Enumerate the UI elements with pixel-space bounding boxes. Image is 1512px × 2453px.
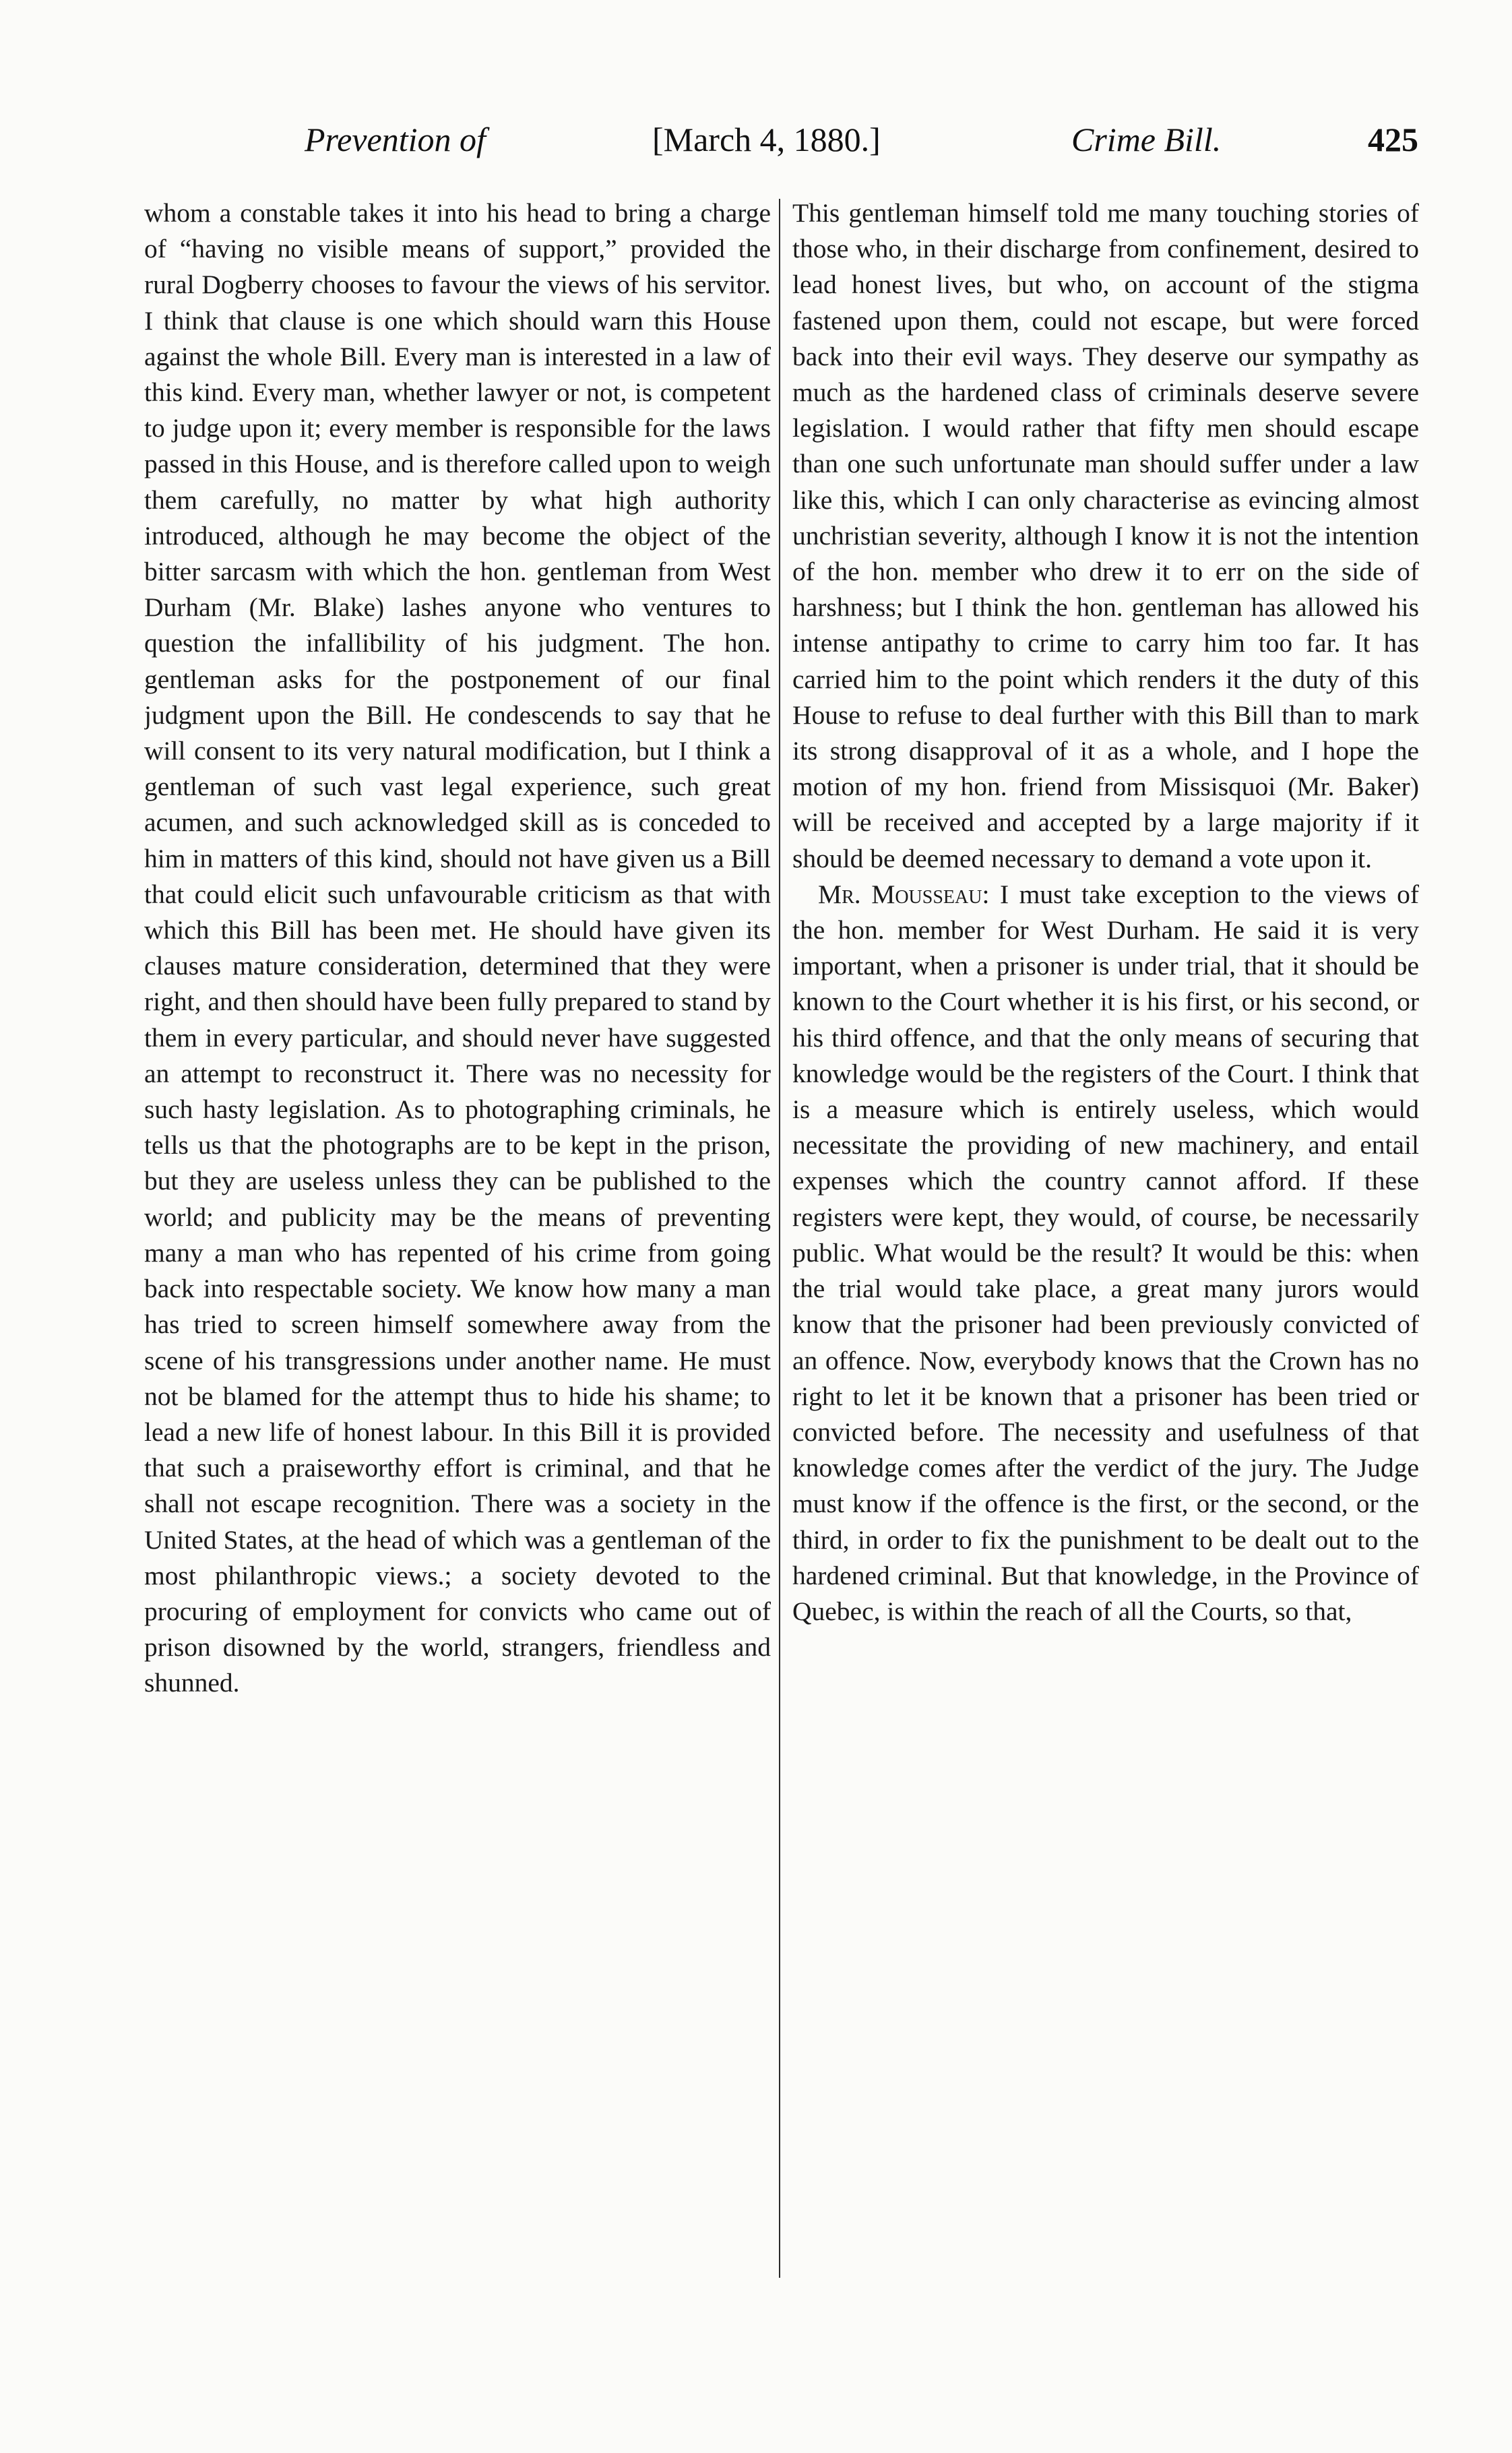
left-column-paragraph: whom a constable takes it into his head to bring a charge of “having no visible means of support,” provided the rural Dogberry chooses to favour the views of his servitor. I think that clause is one which should warn this House against the whole Bill. Every man is interested in a law of this kind. Every man, whether lawyer or not, is competent to judge upon it; every member is responsible for the laws passed in this House, and is therefore called upon to weigh them carefully, no matter by what high authority introduced, although he may become the object of the bitter sarcasm with which the hon. gentleman from West Durham (Mr. Blake) lashes anyone who ventures to question the infallibility of his judgment. The hon. gentleman asks for the postponement of our final judgment upon the Bill. He condescends to say that he will consent to its very natural modification, but I think a gentleman of such vast legal experience, such great acumen, and such acknowledged skill as is conceded to him in matters of this kind, should not have given us a Bill that could elicit such unfavourable criticism as that with which this Bill has been met. He should have given its clauses mature consideration, determined that they were right, and then should have been fully prepared to stand by them in every particular, and should never have suggested an attempt to reconstruct it. There was no necessity for such hasty legislation. As to photographing criminals, he tells us that the photographs are to be kept in the prison, but they are useless unless they can be published to the world; and publicity may be the means of preventing many a man who has repented of his crime from going back into respectable society. We know how many a man has tried to screen himself somewhere away from the scene of his transgressions under another name. He must not be blamed for the attempt thus to hide his shame; to lead a new life of honest labour. In this Bill it is provided that such a praiseworthy effort is criminal, and that he shall not escape recognition. There was a society in the United States, at the head of which was a gentleman of the most philanthropic views.; a society devoted to the procuring of employment for convicts who came out of prison disowned by the world, strangers, friendless and shunned.: [144, 198, 771, 1698]
left-column: [144, 195, 771, 2291]
speech-text: I must take exception to the views of the hon. member for West Durham. He said it is very important, when a prisoner is under trial, that it should be known to the Court whether it is his first, or his second, or his third offence, and that the only means of securing that knowledge would be the registers of the Court. I think that is a measure which is entirely useless, which would necessitate the providing of new machinery, and entail expenses which the country cannot afford. If these registers were kept, they would, of course, be necessarily public. What would be the result? It would be this: when the trial would take place, a great many jurors would know that the prisoner had been previously convicted of an offence. Now, everybody knows that the Crown has no right to let it be known that a prisoner has been tried or convicted before. The necessity and usefulness of that knowledge comes after the verdict of the jury. The Judge must know if the offence is the first, or the second, or the third, in order to fix the punishment to be dealt out to the hardened criminal. But that knowledge, in the Province of Quebec, is within the reach of all the Courts, so that,: [792, 879, 1419, 1626]
speaker-name: Mr. Mousseau:: [818, 879, 990, 909]
header-right-title: Crime Bill.: [1071, 121, 1222, 158]
right-column-paragraph-2: [792, 877, 1419, 1629]
header-date: [March 4, 1880.]: [652, 121, 881, 158]
running-header: [0, 120, 1512, 167]
page-number: 425: [1368, 121, 1418, 158]
column-divider: [779, 199, 780, 2278]
header-left-title: Prevention of: [305, 121, 486, 158]
right-column-paragraph-1: This gentleman himself told me many touching stories of those who, in their discharge from confinement, desired to lead honest lives, but who, on account of the stigma fastened upon them, could not escape, but were forced back into their evil ways. They deserve our sympathy as much as the hardened class of criminals deserve severe legislation. I would rather that fifty men should escape than one such unfortunate man should suffer under a law like this, which I can only characterise as evincing almost unchristian severity, although I know it is not the intention of the hon. member who drew it to err on the side of harshness; but I think the hon. gentleman has allowed his intense antipathy to crime to carry him too far. It has carried him to the point which renders it the duty of this House to refuse to deal further with this Bill than to mark its strong disapproval of it as a whole, and I hope the motion of my hon. friend from Missisquoi (Mr. Baker) will be received and accepted by a large majority if it should be deemed necessary to demand a vote upon it.: [792, 198, 1419, 873]
right-column: [792, 195, 1419, 2291]
